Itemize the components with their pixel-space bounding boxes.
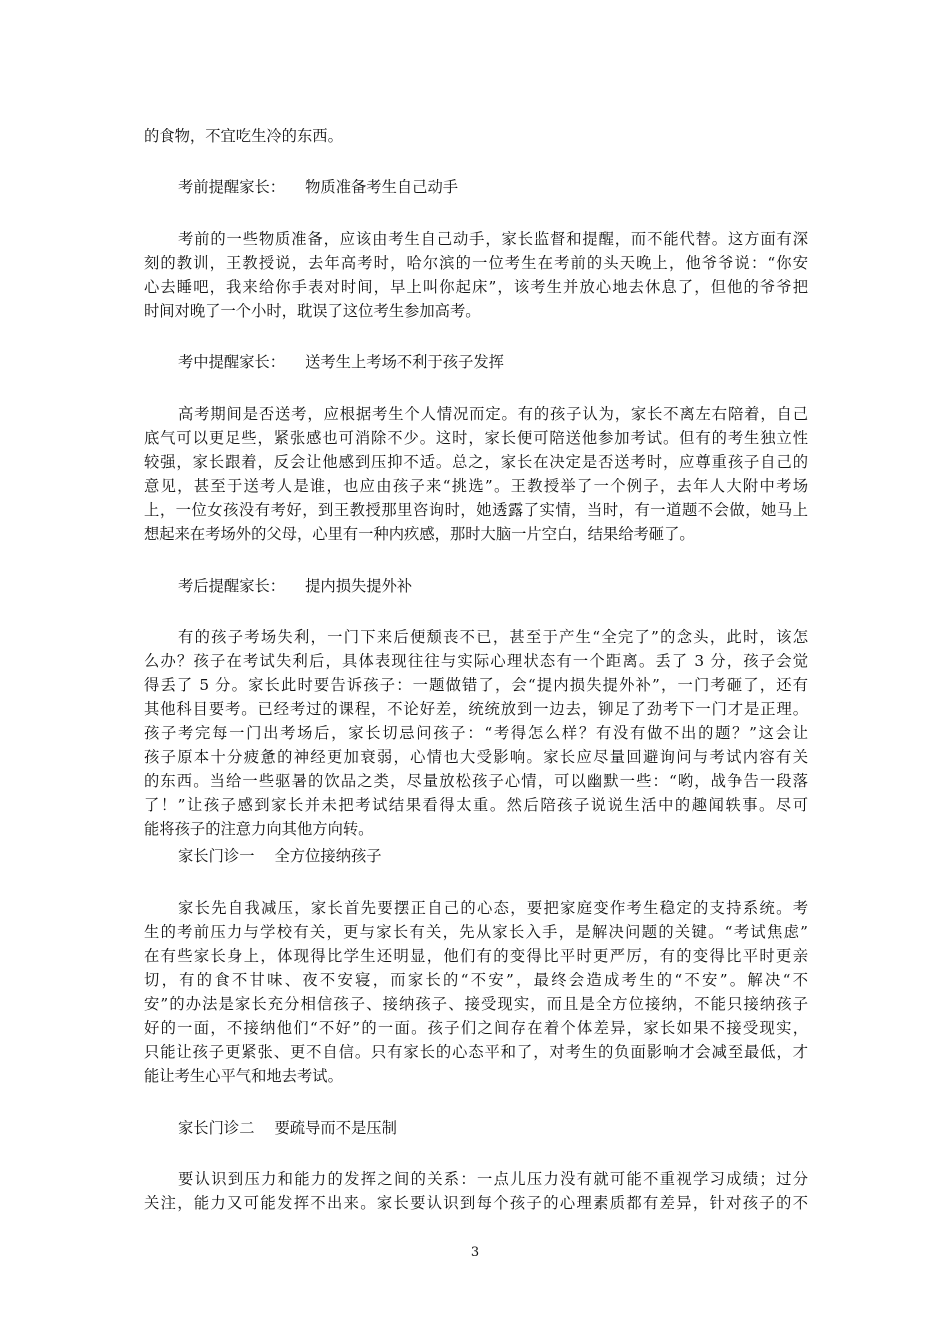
paragraph-line: 家长先自我减压，家长首先要摆正自己的心态，要把家庭变作考生稳定的支持系统。考 <box>178 899 808 917</box>
section-heading <box>178 574 412 598</box>
paragraph-fragment: 的食物，不宜吃生冷的东西。 <box>144 127 343 145</box>
paragraph-line: 底气可以更足些，紧张感也可消除不少。这时，家长便可陪送他参加考试。但有的考生独立性 <box>144 429 808 447</box>
paragraph-line: 孩子原本十分疲惫的神经更加衰弱，心情也大受影响。家长应尽量回避询问与考试内容有关 <box>144 748 808 766</box>
paragraph-line: 安”的办法是家长充分相信孩子、接纳孩子、接受现实，而且是全方位接纳，不能只接纳孩子 <box>144 995 808 1013</box>
heading-label: 家长门诊二 <box>178 1119 255 1137</box>
paragraph-line: 有的孩子考场失利，一门下来后便颓丧不已，甚至于产生“全完了”的念头，此时，该怎 <box>178 628 808 646</box>
paragraph-line: 考前的一些物质准备，应该由考生自己动手，家长监督和提醒，而不能代替。这方面有深 <box>178 230 808 248</box>
heading-title: 送考生上考场不利于孩子发挥 <box>305 353 504 371</box>
paragraph-line: 能将孩子的注意力向其他方向转。 <box>144 820 374 838</box>
heading-title: 全方位接纳孩子 <box>274 847 382 865</box>
heading-title: 要疏导而不是压制 <box>274 1119 397 1137</box>
heading-title: 提内损失提外补 <box>305 577 413 595</box>
paragraph-line: 生的考前压力与学校有关，更与家长有关，先从家长入手，是解决问题的关键。“考试焦虑” <box>144 923 808 941</box>
paragraph-line: 了！”让孩子感到家长并未把考试结果看得太重。然后陪孩子说说生活中的趣闻轶事。尽可 <box>144 796 808 814</box>
paragraph-line: 关注，能力又可能发挥不出来。家长要认识到每个孩子的心理素质都有差异，针对孩子的不 <box>144 1194 808 1212</box>
paragraph-line: 的东西。当给一些驱暑的饮品之类，尽量放松孩子心情，可以幽默一些：“哟，战争告一段落 <box>144 772 808 790</box>
paragraph-line: 在有些家长身上，体现得比学生还明显，他们有的变得比平时更严厉，有的变得比平时更亲 <box>144 947 808 965</box>
paragraph-line: 其他科目要考。已经考过的课程，不论好差，统统放到一边去，铆足了劲考下一门才是正理。 <box>144 700 808 718</box>
heading-label: 家长门诊一 <box>178 847 255 865</box>
paragraph-line: 较强，家长跟着，反会让他感到压抑不适。总之，家长在决定是否送考时，应尊重孩子自己的 <box>144 453 808 471</box>
paragraph-line: 心去睡吧，我来给你手表对时间，早上叫你起床”，该考生并放心地去休息了，但他的爷爷把 <box>144 278 808 296</box>
paragraph-line: 意见，甚至于送考人是谁，也应由孩子来“挑选”。王教授举了一个例子，去年人大附中考场 <box>144 477 808 495</box>
heading-title: 物质准备考生自己动手 <box>305 178 459 196</box>
paragraph-line: 时间对晚了一个小时，耽误了这位考生参加高考。 <box>144 302 481 320</box>
section-heading <box>178 844 382 868</box>
paragraph-line: 切，有的食不甘味、夜不安寝，而家长的“不安”，最终会造成考生的“不安”。解决“不 <box>144 971 808 989</box>
paragraph-line: 想起来在考场外的父母，心里有一种内疚感，那时大脑一片空白，结果给考砸了。 <box>144 525 695 543</box>
heading-label: 考前提醒家长： <box>178 178 286 196</box>
heading-label: 考中提醒家长： <box>178 353 286 371</box>
paragraph-line: 好的一面，不接纳他们“不好”的一面。孩子们之间存在着个体差异，家长如果不接受现实， <box>144 1019 808 1037</box>
paragraph-line: 能让考生心平气和地去考试。 <box>144 1067 343 1085</box>
paragraph-line: 刻的教训，王教授说，去年高考时，哈尔滨的一位考生在考前的头天晚上，他爷爷说：“你安 <box>144 254 808 272</box>
paragraph-line: 么办？孩子在考试失利后，具体表现往往与实际心理状态有一个距离。丢了 3 分，孩子会觉 <box>144 652 808 670</box>
section-heading <box>178 175 458 199</box>
section-heading <box>178 350 504 374</box>
heading-label: 考后提醒家长： <box>178 577 286 595</box>
paragraph-line: 上，一位女孩没有考好，到王教授那里咨询时，她透露了实情，当时，有一道题不会做，她马上 <box>144 501 808 519</box>
paragraph-line: 要认识到压力和能力的发挥之间的关系：一点儿压力没有就可能不重视学习成绩；过分 <box>178 1170 808 1188</box>
paragraph-line: 只能让孩子更紧张、更不自信。只有家长的心态平和了，对考生的负面影响才会减至最低，才 <box>144 1043 808 1061</box>
page-number: 3 <box>470 1245 480 1260</box>
section-heading <box>178 1116 397 1140</box>
paragraph-line: 得丢了 5 分。家长此时要告诉孩子：一题做错了，会“提内损失提外补”，一门考砸了，还有 <box>144 676 808 694</box>
paragraph-line: 孩子考完每一门出考场后，家长切忌问孩子：“考得怎么样？有没有做不出的题？”这会让 <box>144 724 808 742</box>
paragraph-line: 高考期间是否送考，应根据考生个人情况而定。有的孩子认为，家长不离左右陪着，自己 <box>178 405 808 423</box>
